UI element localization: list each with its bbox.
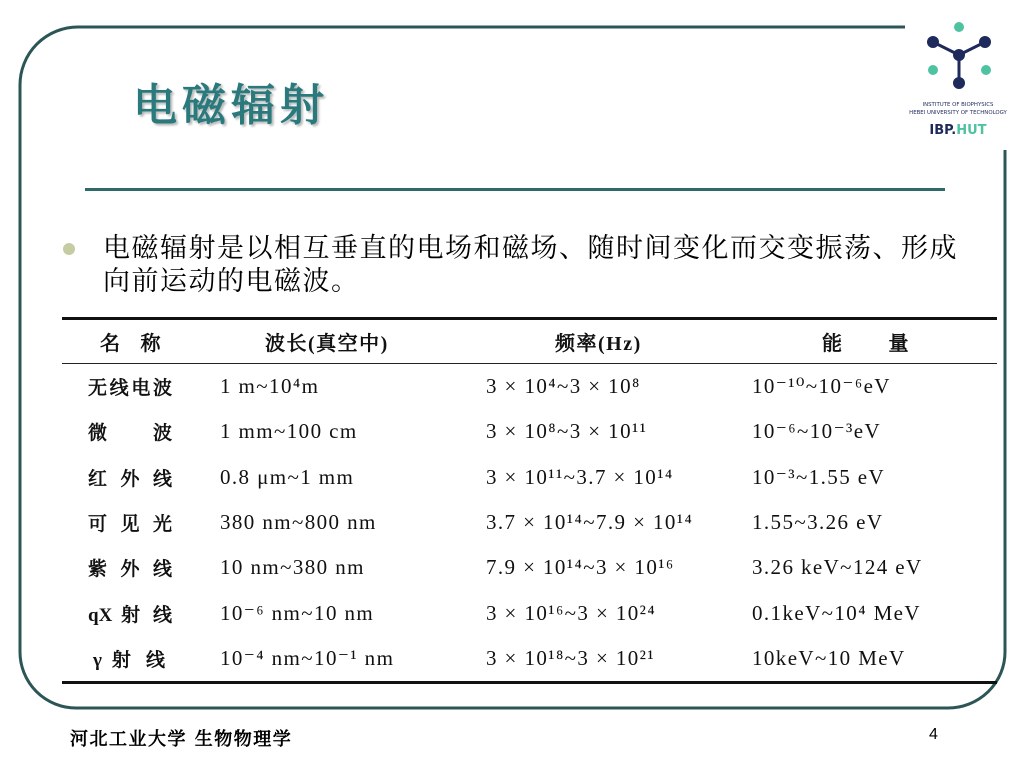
table-row <box>62 636 997 681</box>
footer-institution: 河北工业大学 生物物理学 <box>70 729 293 750</box>
molecule-icon <box>927 22 991 89</box>
header-energy-cell <box>745 327 997 356</box>
table-header-row <box>62 320 997 364</box>
energy-cell: 3.26 keV~124 eV <box>752 555 923 580</box>
band-name: 紫 外 线 <box>88 559 172 581</box>
table-row <box>62 409 997 454</box>
band-name: 红 外 线 <box>88 468 172 490</box>
page-number: 4 <box>929 726 938 743</box>
logo-mark-right: HUT <box>956 123 987 138</box>
band-name: 微 波 <box>88 423 172 445</box>
band-name-cell <box>62 554 215 581</box>
wavelength-cell: 1 mm~100 cm <box>220 419 358 444</box>
table-row <box>62 500 997 545</box>
header-name-cell <box>62 327 215 356</box>
institute-logo <box>900 10 1016 140</box>
em-spectrum-table <box>62 317 997 684</box>
energy-cell: 1.55~3.26 eV <box>752 510 884 535</box>
wavelength-cell: 10⁻⁶ nm~10 nm <box>220 600 375 625</box>
slide-title: 电磁辐射 <box>133 80 329 131</box>
header-name: 名 称 <box>100 333 162 355</box>
energy-cell: 0.1keV~10⁴ MeV <box>752 600 921 625</box>
energy-cell: 10keV~10 MeV <box>752 645 906 670</box>
frequency-cell: 3 × 10¹⁶~3 × 10²⁴ <box>486 600 657 625</box>
band-name-cell <box>62 600 215 627</box>
table-row <box>62 545 997 590</box>
band-name-cell <box>62 509 215 536</box>
energy-cell: 10⁻¹⁰~10⁻⁶eV <box>752 374 891 399</box>
header-wavelength: 波长(真空中) <box>265 333 389 355</box>
bullet-icon <box>63 243 75 255</box>
band-name-cell <box>62 464 215 491</box>
table-row <box>62 455 997 500</box>
wavelength-cell: 1 m~10⁴m <box>220 374 320 399</box>
band-name-cell <box>62 418 215 445</box>
band-name: 无线电波 <box>88 378 172 400</box>
bullet-line-1: 电磁辐射是以相互垂直的电场和磁场、随时间变化而交变振荡、形成 <box>103 233 958 264</box>
frequency-cell: 7.9 × 10¹⁴~3 × 10¹⁶ <box>486 555 675 580</box>
energy-cell: 10⁻⁶~10⁻³eV <box>752 419 882 444</box>
band-name: γ 射 线 <box>93 649 165 671</box>
wavelength-cell: 0.8 μm~1 mm <box>220 464 355 489</box>
logo-line-2: HEBEI UNIVERSITY OF TECHNOLOGY <box>909 110 1007 116</box>
band-name-cell <box>62 373 215 400</box>
logo-mark <box>929 123 986 138</box>
bullet-text <box>103 232 983 298</box>
frequency-cell: 3 × 10⁸~3 × 10¹¹ <box>486 419 648 444</box>
frequency-cell: 3 × 10¹⁸~3 × 10²¹ <box>486 645 656 670</box>
frequency-cell: 3.7 × 10¹⁴~7.9 × 10¹⁴ <box>486 510 694 535</box>
frequency-cell: 3 × 10¹¹~3.7 × 10¹⁴ <box>486 464 674 489</box>
wavelength-cell: 10⁻⁴ nm~10⁻¹ nm <box>220 645 395 670</box>
header-frequency: 频率(Hz) <box>555 333 642 355</box>
band-name: 可 见 光 <box>88 514 172 536</box>
title-divider <box>85 188 945 191</box>
logo-line-1: INSTITUTE OF BIOPHYSICS <box>922 102 994 108</box>
table-row <box>62 364 997 409</box>
wavelength-cell: 10 nm~380 nm <box>220 555 365 580</box>
wavelength-cell: 380 nm~800 nm <box>220 510 377 535</box>
frequency-cell: 3 × 10⁴~3 × 10⁸ <box>486 374 641 399</box>
bullet-line-2: 向前运动的电磁波。 <box>103 266 360 297</box>
header-energy: 能 量 <box>822 333 910 355</box>
band-name-cell <box>62 645 215 672</box>
energy-cell: 10⁻³~1.55 eV <box>752 464 886 489</box>
table-row <box>62 590 997 635</box>
band-name: qX 射 线 <box>88 604 172 626</box>
logo-mark-left: IBP. <box>929 123 957 138</box>
